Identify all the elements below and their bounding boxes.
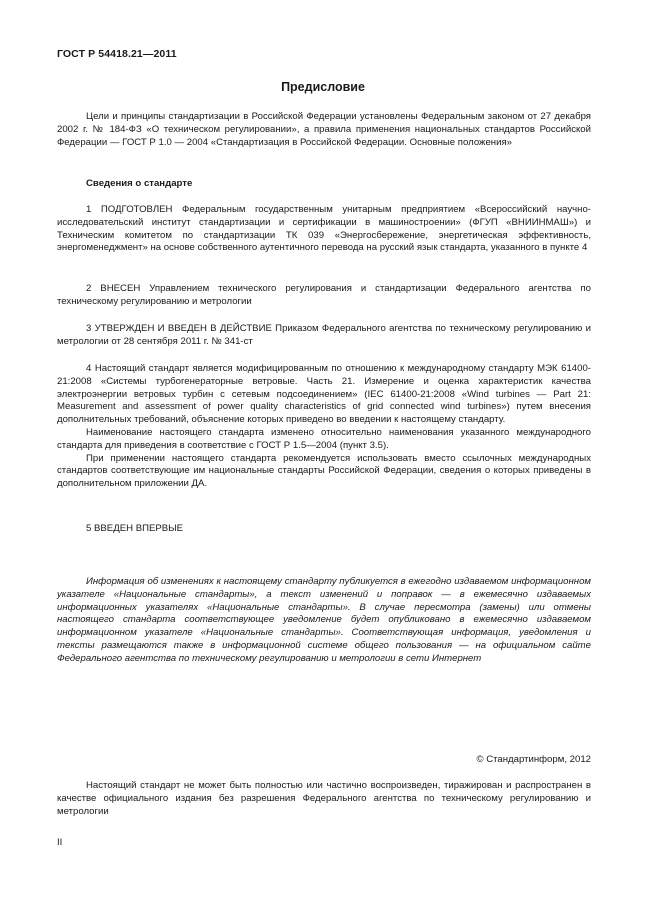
item-1 [57,204,591,255]
item-3-text: 3 УТВЕРЖДЕН И ВВЕДЕН В ДЕЙСТВИЕ Приказом Федерального агентства по техническому регулированию и метрологии от 28 сентября 2011 г. № 341-ст [57,323,591,347]
reproduction-notice [57,780,591,818]
item-5-text: 5 ВВЕДЕН ВПЕРВЫЕ [86,523,184,534]
item-4 [57,363,591,491]
item-4-name-note: Наименование настоящего стандарта изменено относительно наименования указанного международного стандарта для приведения в соответствие с ГОСТ Р 1.5—2004 (пункт 3.5). [57,426,591,451]
item-1-text: 1 ПОДГОТОВЛЕН Федеральным государственным унитарным предприятием «Всероссийский научно-исследовательский институт стандартизации и сертификации в машиностроении» (ФГУП «ВНИИНМАШ») и Техническим комитетом по стандартизации ТК 039 «Энергосбережение, энергетическая эффективность, энергоменеджмент» на основе собственного аутентичного перевода на русский язык стандарта, указанного в пункте 4 [57,204,591,254]
notice-text: Информация об изменениях к настоящему стандарту публикуется в ежегодно издаваемом информационном указателе «Национальные стандарты», а текст изменений и поправок — в ежемесячно издаваемых информационных указателях «Национальные стандарты». В случае пересмотра (замены) или отмены настоящего стандарта соответствующее уведомление будет опубликовано в ежемесячно издаваемом информационном указателе «Национальные стандарты». Соответствующая информация, уведомления и тексты размещаются также в информационной системе общего пользования — на официальном сайте Федерального агентства по техническому регулированию и метрологии в сети Интернет [57,576,591,664]
info-heading: Сведения о стандарте [86,178,193,189]
intro-text: Цели и принципы стандартизации в Российской Федерации установлены Федеральным законом от 27 декабря 2002 г. № 184-ФЗ «О техническом регулировании», а правила применения национальных стандартов Российской Федерации — ГОСТ Р 1.0 — 2004 «Стандартизация в Российской Федерации. Основные положения» [57,111,591,148]
page-title: Предисловие [281,80,365,94]
item-2-text: 2 ВНЕСЕН Управлением технического регулирования и стандартизации Федерального агентства по техническому регулированию и метрологии [57,283,591,307]
item-5 [57,523,591,536]
item-4-refs-note: При применении настоящего стандарта рекомендуется использовать вместо ссылочных международных стандартов соответствующие им национальные стандарты Российской Федерации, сведения о которых приведены в дополнительном приложении ДА. [57,452,591,490]
item-3 [57,323,591,349]
document-code: ГОСТ Р 54418.21—2011 [57,48,177,60]
reproduction-text: Настоящий стандарт не может быть полностью или частично воспроизведен, тиражирован и распространен в качестве официального издания без разрешения Федерального агентства по техническому регулированию и метрологии [57,780,591,817]
notice-paragraph [57,576,591,666]
copyright: © Стандартинформ, 2012 [476,754,591,765]
intro-paragraph [57,111,591,149]
item-2 [57,283,591,309]
item-4-text: 4 Настоящий стандарт является модифицированным по отношению к международному стандарту МЭК 61400-21:2008 «Системы турбогенераторные ветровые. Часть 21. Измерение и оценка характеристик качества электроэнергии ветровых турбин с сетевым подсоединением» (IEC 61400-21:2008 «Wind turbines — Part 21: Measurement and assessment of power quality characteristics of grid connected wind turbines») путем внесения дополнительных требований, объяснение которых приведено во введении к настоящему стандарту. [57,363,591,426]
page-number: II [57,837,63,848]
